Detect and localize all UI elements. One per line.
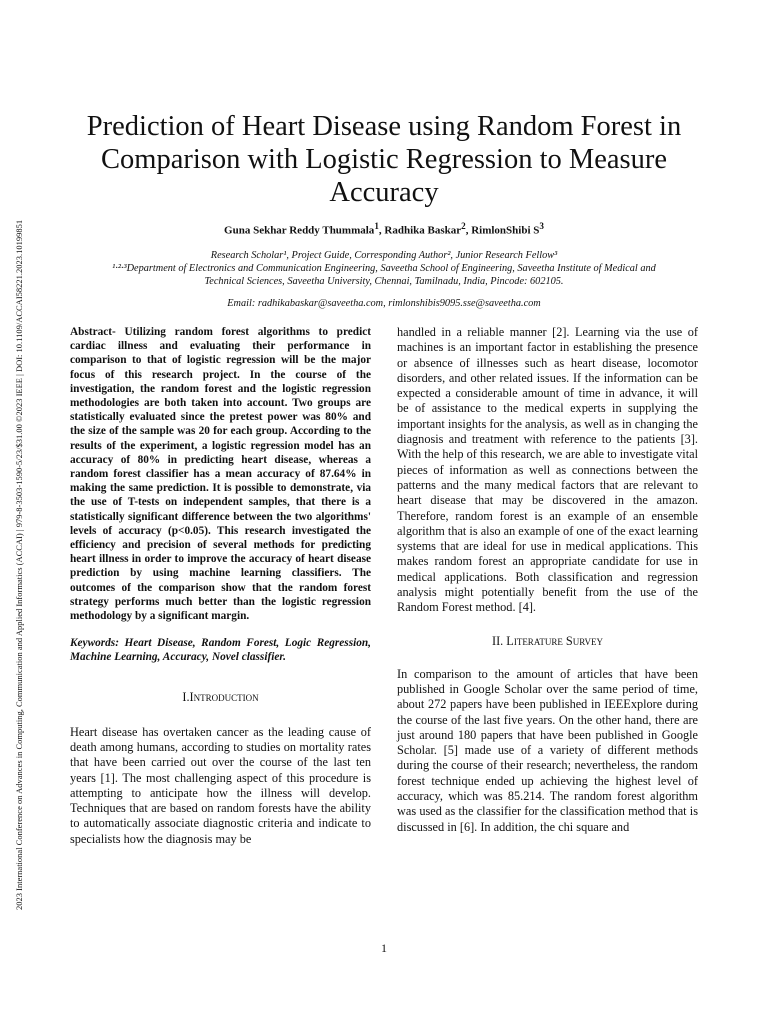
author-separator: , xyxy=(378,224,385,237)
author-2-superscript: 2 xyxy=(461,221,466,231)
author-3: RimlonShibi S xyxy=(471,224,540,237)
author-3-superscript: 3 xyxy=(539,221,544,231)
right-column xyxy=(397,325,698,835)
author-emails: Email: radhikabaskar@saveetha.com, rimlonshibis9095.sse@saveetha.com xyxy=(227,298,541,309)
author-list xyxy=(60,221,708,237)
affiliation-roles: Research Scholar¹, Project Guide, Corresponding Author², Junior Research Fellow³ xyxy=(210,250,558,261)
author-separator: , xyxy=(465,224,472,237)
author-1-superscript: 1 xyxy=(374,221,379,231)
section-heading-introduction: I.Introduction xyxy=(182,689,259,704)
keywords: Keywords: Heart Disease, Random Forest, Logic Regression, Machine Learning, Accuracy, Novel classifier. xyxy=(70,637,371,664)
author-1: Guna Sekhar Reddy Thummala xyxy=(224,224,375,237)
affiliation-department: ¹·²·³Department of Electronics and Communication Engineering, Saveetha School of Engineering, Saveetha Institute of Medical and xyxy=(112,263,656,274)
literature-survey-paragraph: In comparison to the amount of articles that have been published in Google Scholar over the same period of time, about 272 papers have been published in IEEExplore during the course of the last five years. On the other hand, there are just around 180 papers that have been published in Google Scholar. [5] made use of a variety of different methods during the course of their research; nevertheless, the random forest technique ended up achieving the highest level of accuracy, which was 85.214. The random forest algorithm was used as the classifier for the classification method that is discussed in [6]. In addition, the chi square and xyxy=(397,666,698,834)
conference-doi-margin-note: 2023 International Conference on Advances in Computing, Communication and Applied Informatics (ACCAI) | 979-8-3503-1590-5/23/$31.00 ©2023 IEEE | DOI: 10.1109/ACCAI58221.2023.10199851 xyxy=(14,219,24,910)
abstract: Abstract- Utilizing random forest algorithms to predict cardiac illness and evaluating their performance in comparison to that of logistic regression will be the major focus of this research project. In the course of the investigation, the random forest and the logistic regression methodologies are both taken into account. Two groups are statistically evaluated since the pretest power was 80% and the size of the sample was 20 for each group. According to the results of the experiment, a logistic regression model has an accuracy of 80% in predicting heart disease, whereas a random forest classifier has a mean accuracy of 87.64% in making the same prediction. It is possible to demonstrate, via the use of T-tests on independent samples, that there is a statistically significant difference between the two algorithms' levels of accuracy (p<0.05). This research investigated the efficiency and precision of several methods for predicting heart illness in order to improve the accuracy of heart disease prediction by using machine learning classifiers. The outcomes of the comparison show that the random forest strategy performs much better than the logistic regression methodology by a significant margin. xyxy=(70,326,371,623)
affiliation-block xyxy=(60,249,708,288)
introduction-paragraph: Heart disease has overtaken cancer as the leading cause of death among humans, according to studies on mortality rates that have been carried out over the course of the last ten years [1]. The most challenging aspect of this procedure is attempting to anticipate how the illness will develop. Techniques that are based on random forests have the ability to automatically associate diagnostic criteria and indicate to specialists how the diagnosis may be xyxy=(70,724,371,846)
author-2: Radhika Baskar xyxy=(384,224,462,237)
affiliation-university: Technical Sciences, Saveetha University, Chennai, Tamilnadu, India, Pincode: 602105. xyxy=(204,276,564,287)
page-number: 1 xyxy=(381,941,387,955)
paper-title: Prediction of Heart Disease using Random Forest in Comparison with Logistic Regression to Measure Accuracy xyxy=(86,111,682,208)
left-column xyxy=(70,325,371,847)
introduction-continued-paragraph: handled in a reliable manner [2]. Learning via the use of machines is an important factor in establishing the presence or absence of illnesses such as heart disease, locomotor disorders, and other related issues. If the information can be expected a considerable amount of time in advance, it will be of assistance to the medical experts in supplying the important insights for the analysis, as well as in changing the diagnosis and treatment with reference to the patients [3]. With the help of this research, we are able to investigate vital pieces of information as well as connections between the patterns and the many medical factors that are relevant to heart disease that may be discovered in the amazon. Therefore, random forest is an example of an ensemble algorithm that is also an example of one of the exact learning systems that are ideal for use in medical applications. This makes random forest an appropriate candidate for use in medical applications. Both classification and regression analysis might potentially benefit from the use of the Random Forest method. [4]. xyxy=(397,325,698,615)
section-heading-literature-survey: II. Literature Survey xyxy=(491,633,604,648)
